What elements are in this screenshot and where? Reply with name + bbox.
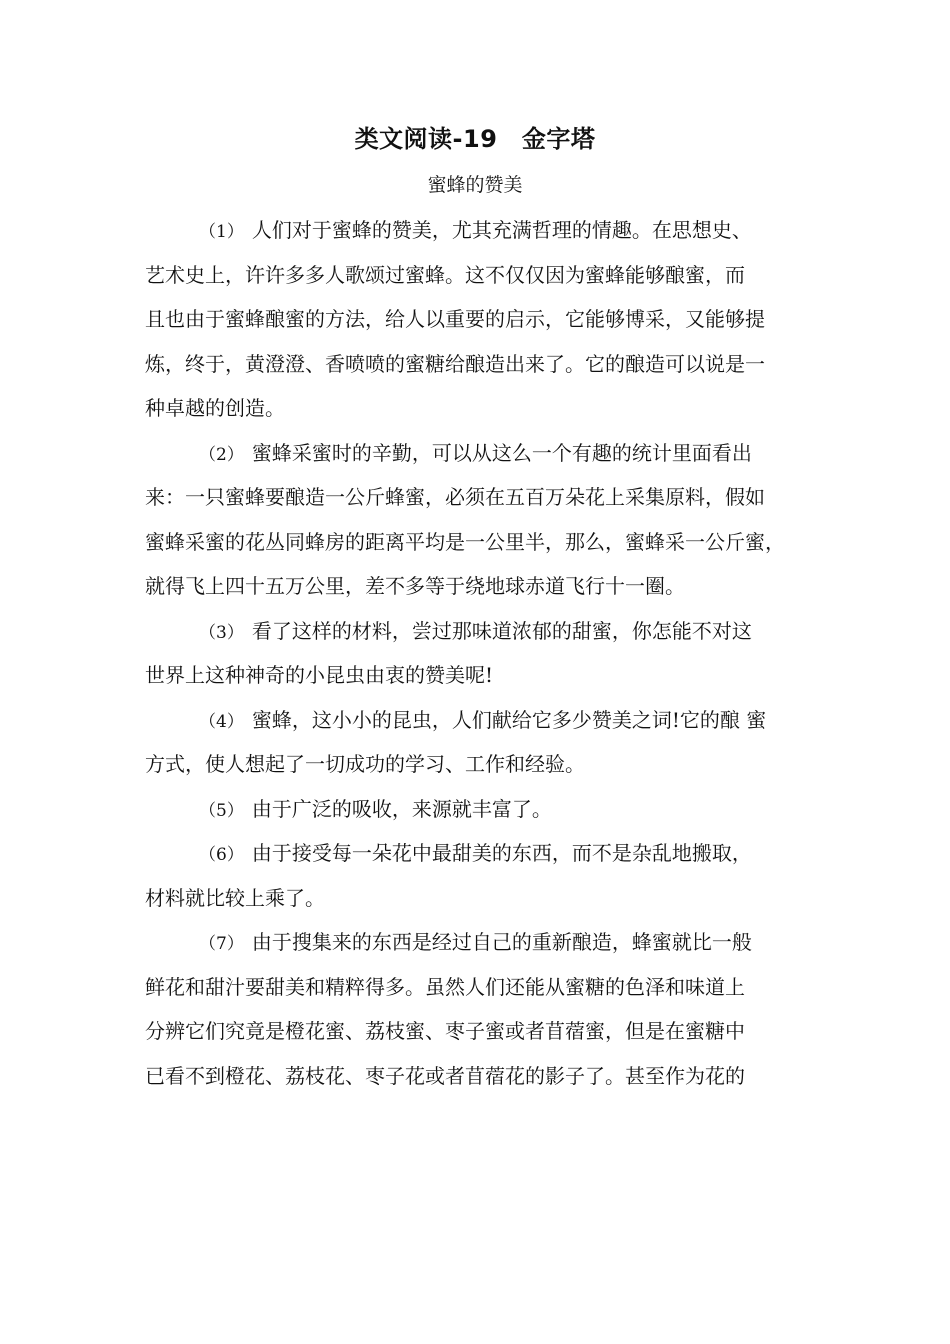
paragraph-text: 由于接受每一朵花中最甜美的东西，而不是杂乱地搬取， (251, 841, 752, 865)
paragraph-line (145, 208, 825, 253)
paragraph-4 (145, 698, 825, 787)
article-title: 蜜蜂的赞美 (427, 174, 523, 196)
paragraph-2 (145, 431, 825, 609)
paragraph-number: （7） (199, 934, 244, 954)
paragraph-number: （6） (199, 845, 244, 865)
paragraph-line: 来：一只蜜蜂要酿造一公斤蜂蜜，必须在五百万朵花上采集原料，假如 (145, 485, 765, 509)
paragraph-line (145, 787, 825, 832)
paragraph-3 (145, 609, 825, 698)
paragraph-line (145, 920, 825, 965)
paragraph-line: 且也由于蜜蜂酿蜜的方法，给人以重要的启示，它能够博采，又能够提 (145, 307, 765, 331)
paragraph-line: 方式，使人想起了一切成功的学习、工作和经验。 (145, 752, 585, 776)
paragraph-1 (145, 208, 825, 431)
paragraph-number: （1） (199, 222, 244, 242)
paragraph-number: （3） (199, 622, 244, 643)
paragraph-line: 就得飞上四十五万公里，差不多等于绕地球赤道飞行十一圈。 (145, 574, 685, 598)
paragraph-line (145, 431, 825, 476)
paragraph-line: 材料就比较上乘了。 (145, 885, 325, 910)
paragraph-line (145, 831, 825, 876)
paragraph-text: 蜜蜂，这小小的昆虫，人们献给它多少赞美之词!它的酿 蜜 (251, 707, 767, 732)
paragraph-text: 人们对于蜜蜂的赞美，尤其充满哲理的情趣。在思想史、 (251, 218, 752, 242)
paragraph-line: 已看不到橙花、荔枝花、枣子花或者苜蓿花的影子了。甚至作为花的 (145, 1063, 745, 1088)
paragraph-line (145, 609, 825, 654)
paragraph-number: （5） (199, 800, 244, 821)
paragraph-text: 由于广泛的吸收，来源就丰富了。 (251, 796, 552, 821)
paragraph-line: 艺术史上，许许多多人歌颂过蜜蜂。这不仅仅因为蜜蜂能够酿蜜，而 (145, 262, 745, 287)
paragraph-line: 鲜花和甜汁要甜美和精粹得多。虽然人们还能从蜜糖的色泽和味道上 (145, 974, 745, 999)
paragraph-line: 分辨它们究竟是橙花蜜、荔枝蜜、枣子蜜或者苜蓿蜜，但是在蜜糖中 (145, 1019, 745, 1043)
paragraph-text: 由于搜集来的东西是经过自己的重新酿造，蜂蜜就比一般 (251, 930, 752, 954)
paragraph-6 (145, 831, 825, 920)
paragraph-text: 蜜蜂采蜜时的辛勤，可以从这么一个有趣的统计里面看出 (251, 440, 752, 465)
article-body (145, 208, 825, 1098)
paragraph-line: 蜜蜂采蜜的花丛同蜂房的距离平均是一公里半，那么，蜜蜂采一公斤蜜， (145, 529, 785, 554)
paragraph-number: （2） (199, 444, 244, 465)
paragraph-line: 世界上这种神奇的小昆虫由衷的赞美呢! (145, 663, 494, 687)
paragraph-text: 看了这样的材料，尝过那味道浓郁的甜蜜，你怎能不对这 (251, 618, 752, 643)
document-title: 类文阅读-19 金字塔 (354, 125, 596, 153)
paragraph-line (145, 698, 825, 743)
paragraph-number: （4） (199, 711, 244, 732)
paragraph-line: 种卓越的创造。 (145, 396, 285, 420)
paragraph-5 (145, 787, 825, 832)
paragraph-line: 炼，终于，黄澄澄、香喷喷的蜜糖给酿造出来了。它的酿造可以说是一 (145, 351, 765, 376)
paragraph-7 (145, 920, 825, 1098)
